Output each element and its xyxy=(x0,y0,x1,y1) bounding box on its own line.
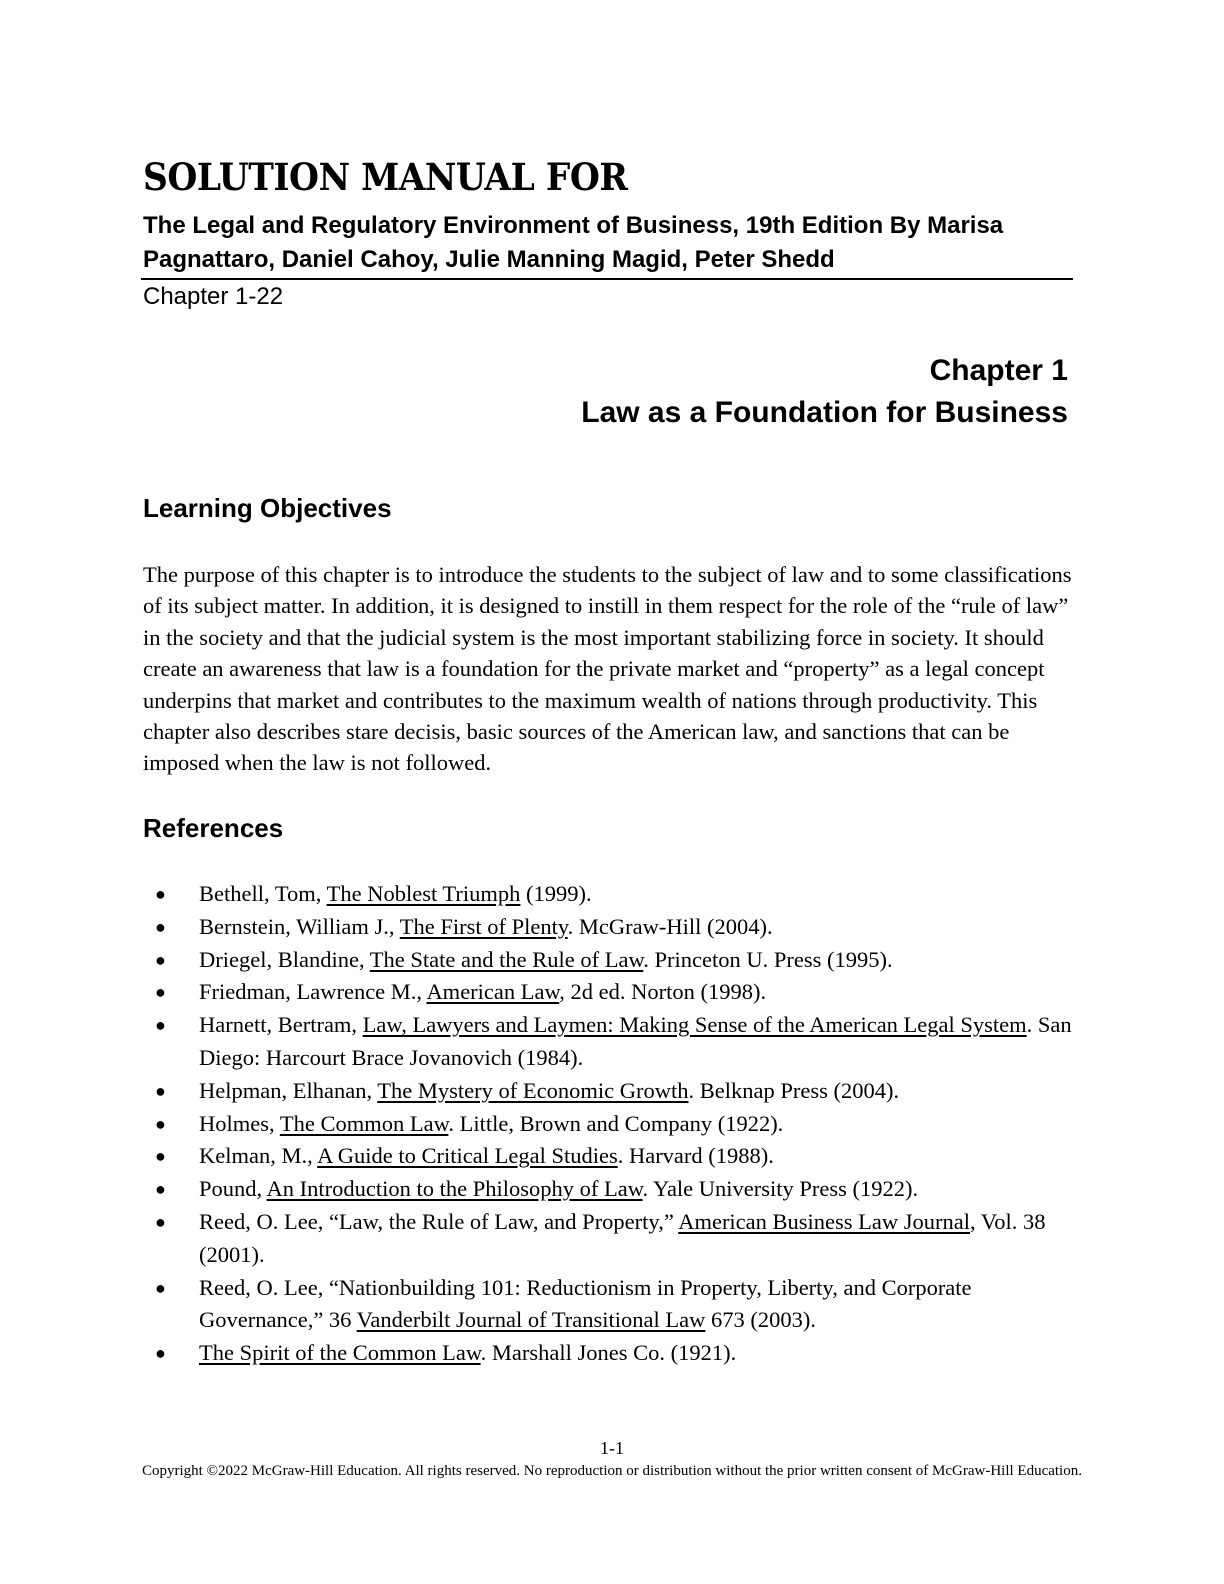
bullet-icon: ● xyxy=(155,916,166,937)
bullet-icon: ● xyxy=(155,1277,166,1298)
solution-manual-banner: SOLUTION MANUAL FOR xyxy=(143,155,628,199)
references-heading: References xyxy=(143,813,284,843)
reference-author: Reed, O. Lee, “Nationbuilding 101: Reductionism in Property, Liberty, and Corporate Governance,” 36 xyxy=(199,1274,972,1333)
reference-details: . Belknap Press (2004). xyxy=(688,1077,900,1103)
bullet-icon: ● xyxy=(155,1211,166,1232)
reference-author: Driegel, Blandine, xyxy=(199,946,370,972)
bullet-icon: ● xyxy=(155,1343,166,1364)
reference-author: Pound, xyxy=(199,1176,267,1202)
reference-title: American Law xyxy=(426,979,560,1005)
bullet-icon: ● xyxy=(155,1146,166,1167)
bullet-icon: ● xyxy=(155,1080,166,1101)
references-list xyxy=(143,878,1083,1370)
reference-title: Law, Lawyers and Laymen: Making Sense of the American Legal System xyxy=(362,1012,1027,1038)
reference-item xyxy=(143,1009,1083,1075)
chapter-range: Chapter 1-22 xyxy=(143,283,284,310)
reference-title: The Mystery of Economic Growth xyxy=(377,1077,689,1103)
reference-title: Vanderbilt Journal of Transitional Law xyxy=(356,1307,706,1333)
reference-details: . Marshall Jones Co. (1921). xyxy=(480,1340,737,1366)
reference-title: A Guide to Critical Legal Studies xyxy=(317,1143,618,1169)
chapter-title: Law as a Foundation for Business xyxy=(581,396,1068,429)
page-number: 1-1 xyxy=(600,1438,624,1458)
reference-item xyxy=(143,1206,1083,1272)
chapter-heading xyxy=(581,350,1068,434)
reference-author: Harnett, Bertram, xyxy=(199,1012,363,1038)
reference-details: . McGraw-Hill (2004). xyxy=(567,913,773,939)
reference-details: (1999). xyxy=(520,881,592,906)
reference-item xyxy=(143,1173,1083,1206)
reference-author: Helpman, Elhanan, xyxy=(199,1077,378,1103)
reference-item xyxy=(143,1272,1083,1338)
reference-author: Bernstein, William J., xyxy=(199,913,400,939)
learning-objectives-paragraph: The purpose of this chapter is to introduce the students to the subject of law and to some classifications of its subject matter. In addition, it is designed to instill in them respect for the role of the “rule of law” in the society and that the judicial system is the most important stabilizing force in society. It should create an awareness that law is a foundation for the private market and “property” as a legal concept underpins that market and contributes to the maximum wealth of nations through productivity. This chapter also describes stare decisis, basic sources of the American law, and sanctions that can be imposed when the law is not followed. xyxy=(143,562,1072,776)
chapter-number: Chapter 1 xyxy=(929,354,1068,387)
reference-details: 673 (2003). xyxy=(705,1307,816,1333)
reference-item xyxy=(143,944,1083,977)
reference-details: . San Diego: Harcourt Brace Jovanovich (1984). xyxy=(199,1012,1072,1070)
bullet-icon: ● xyxy=(155,982,166,1003)
reference-title: The Spirit of the Common Law xyxy=(199,1340,481,1366)
reference-item xyxy=(143,878,1083,911)
title-rule xyxy=(141,278,1073,280)
reference-author: Reed, O. Lee, “Law, the Rule of Law, and Property,” xyxy=(199,1208,679,1234)
reference-author: Friedman, Lawrence M., xyxy=(199,979,427,1005)
reference-details: , Vol. 38 (2001). xyxy=(199,1208,1046,1267)
learning-objectives-heading: Learning Objectives xyxy=(143,493,392,523)
reference-item xyxy=(143,976,1083,1009)
reference-details: . Princeton U. Press (1995). xyxy=(643,946,893,972)
reference-item xyxy=(143,1337,1083,1370)
reference-item xyxy=(143,911,1083,944)
bullet-icon: ● xyxy=(155,1113,166,1134)
bullet-icon: ● xyxy=(155,949,166,970)
book-title: The Legal and Regulatory Environment of Business, 19th Edition By Marisa Pagnattaro, Daniel Cahoy, Julie Manning Magid, Peter Shedd xyxy=(143,212,1004,273)
bullet-icon: ● xyxy=(155,1015,166,1036)
reference-item xyxy=(143,1108,1083,1141)
reference-author: Bethell, Tom, xyxy=(199,881,327,906)
reference-title: The State and the Rule of Law xyxy=(369,946,644,972)
reference-title: American Business Law Journal xyxy=(678,1208,971,1234)
reference-item xyxy=(143,1075,1083,1108)
reference-details: . Harvard (1988). xyxy=(617,1143,774,1169)
reference-details: . Yale University Press (1922). xyxy=(642,1176,919,1202)
reference-item xyxy=(143,1140,1083,1173)
bullet-icon: ● xyxy=(155,884,166,904)
bullet-icon: ● xyxy=(155,1179,166,1200)
reference-title: An Introduction to the Philosophy of Law xyxy=(266,1176,643,1202)
reference-author: Holmes, xyxy=(199,1110,280,1136)
reference-title: The First of Plenty xyxy=(399,913,568,939)
reference-author: Kelman, M., xyxy=(199,1143,318,1169)
copyright-notice: Copyright ©2022 McGraw-Hill Education. All rights reserved. No reproduction or distribution without the prior written consent of McGraw-Hill Education. xyxy=(142,1463,1082,1479)
reference-title: The Common Law xyxy=(279,1110,449,1136)
reference-details: . Little, Brown and Company (1922). xyxy=(448,1110,784,1136)
reference-title: The Noblest Triumph xyxy=(326,881,521,906)
reference-details: , 2d ed. Norton (1998). xyxy=(559,979,767,1005)
